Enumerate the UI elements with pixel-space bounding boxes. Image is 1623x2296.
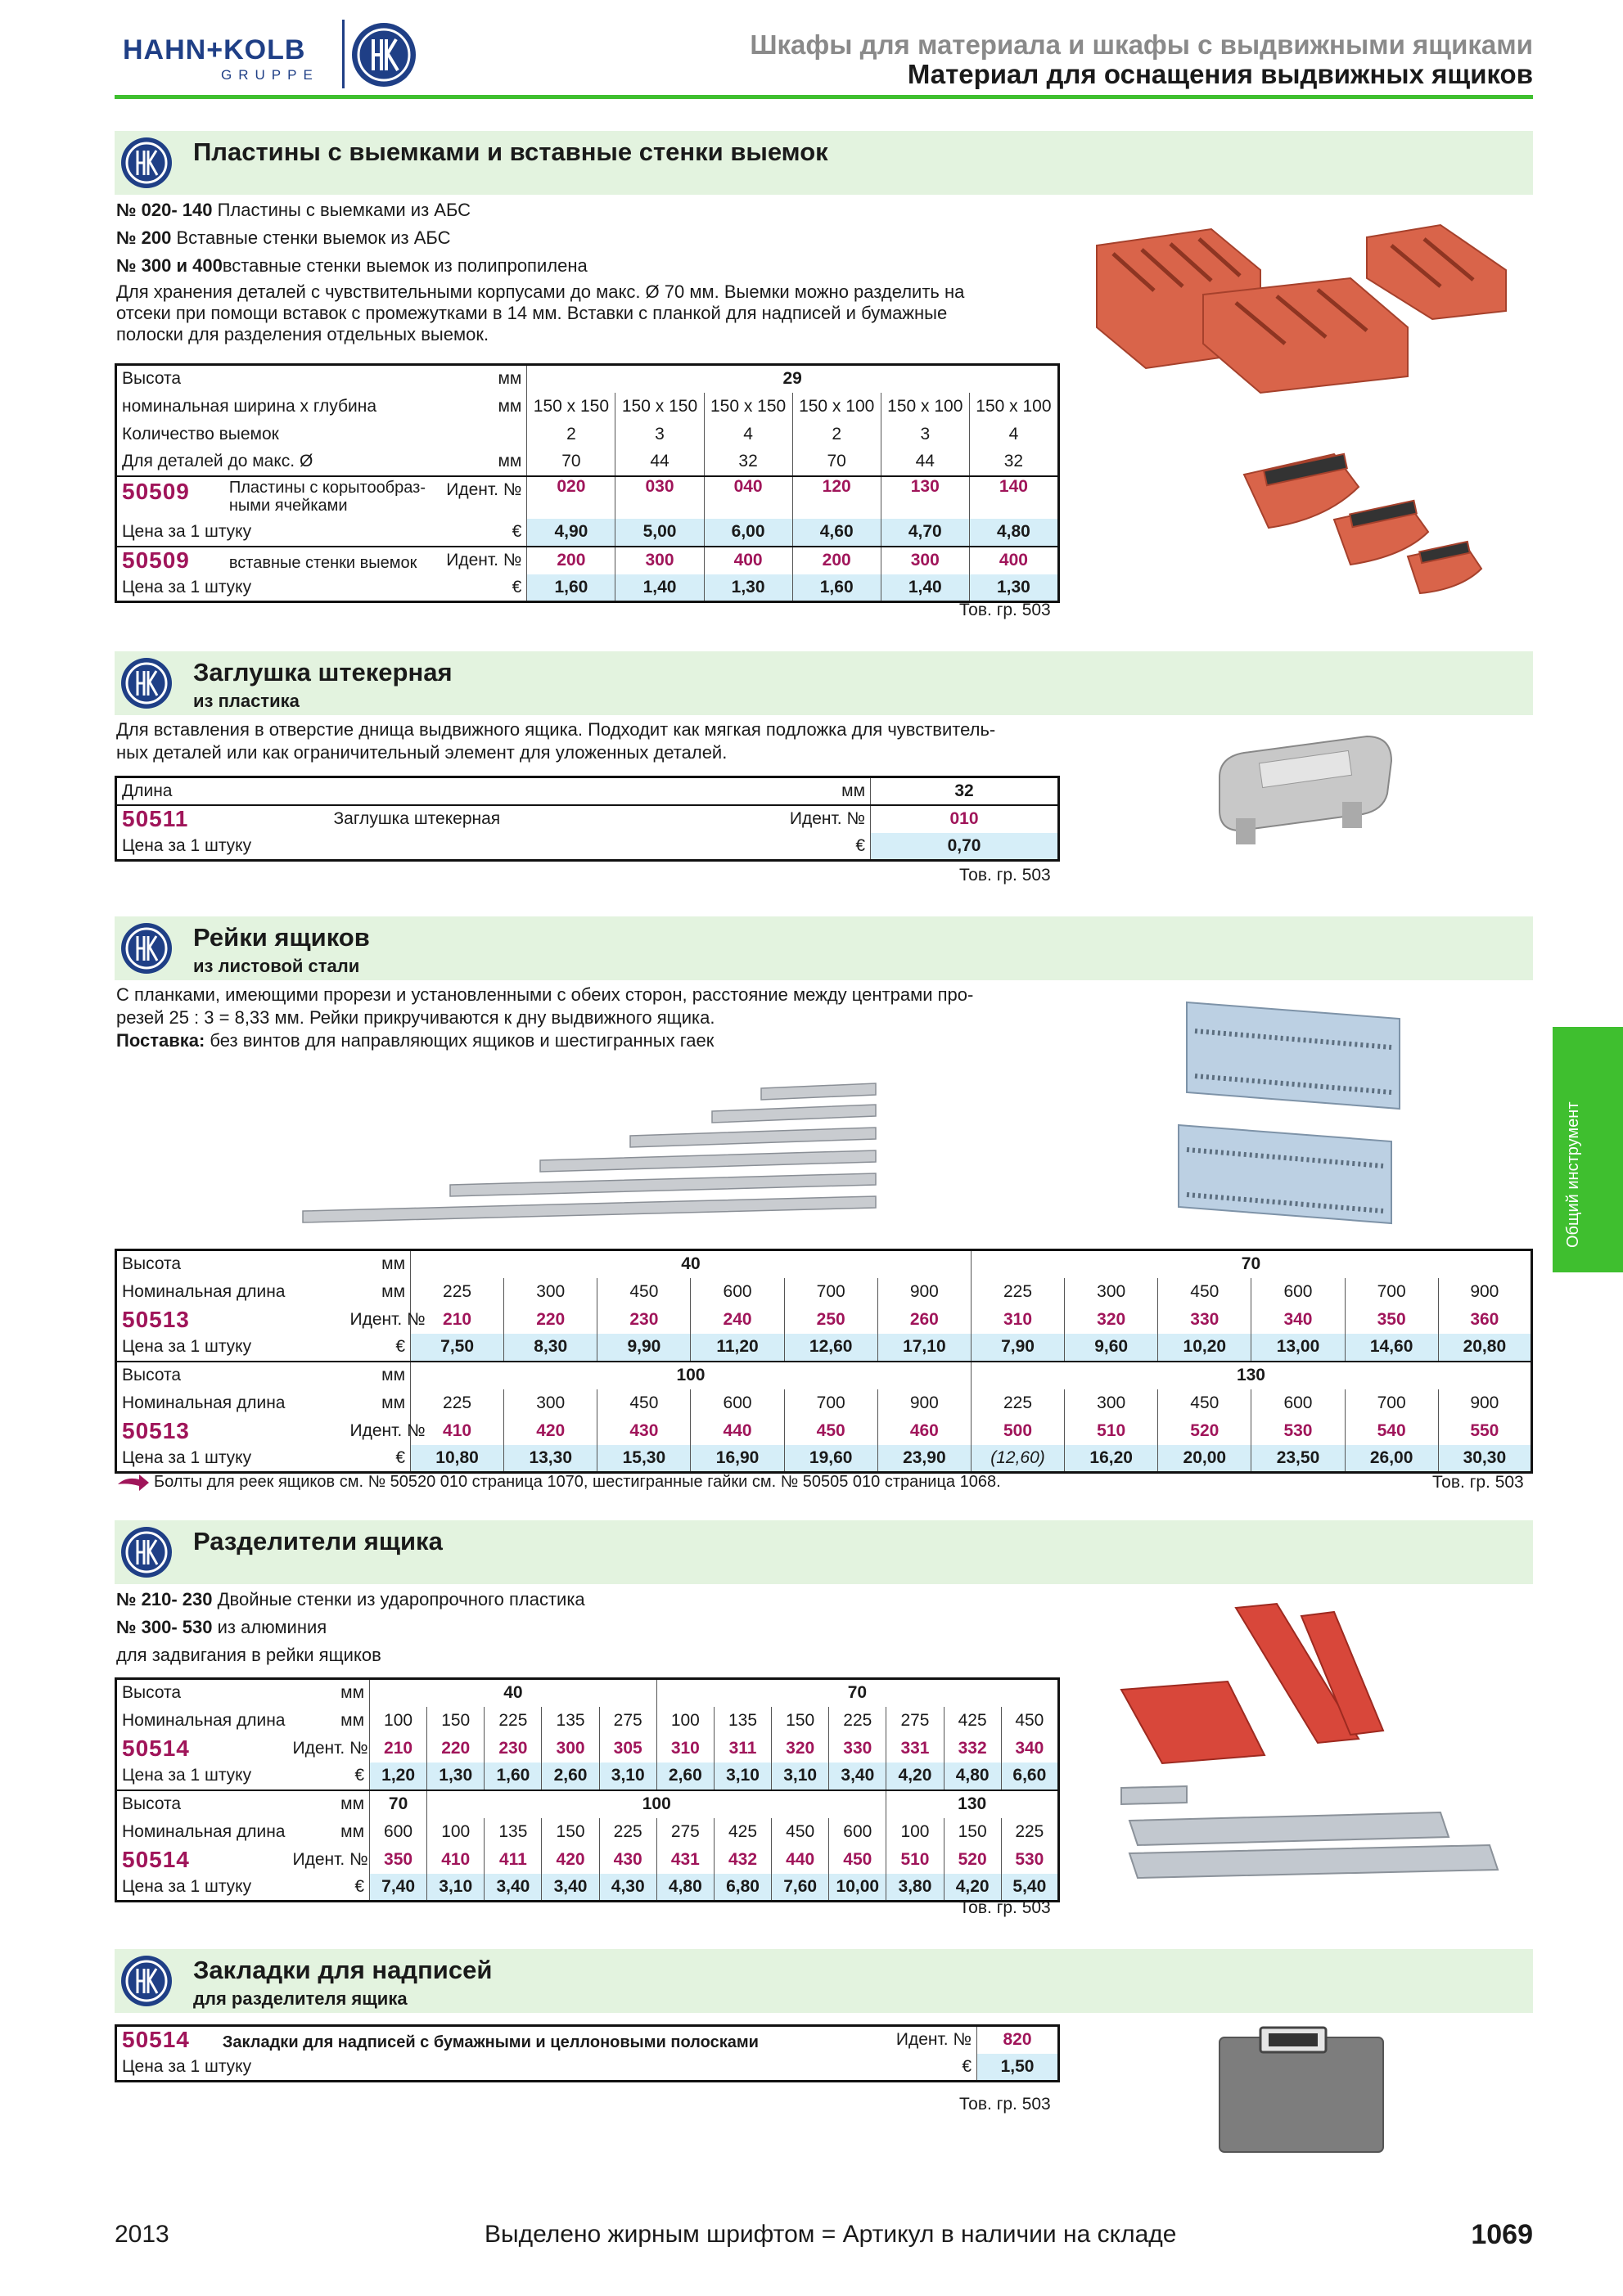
section-header-dividers [115,1520,1533,1584]
footer-note: Выделено жирным шрифтом = Артикул в наличии на складе [485,2221,1177,2248]
header-rule [115,95,1533,99]
hk-section-icon [119,921,174,975]
section-title: Разделители ящика [193,1527,443,1555]
article-number: 50511 [122,806,189,831]
section-header-labels [115,1949,1533,2013]
hk-section-icon [119,1954,174,2008]
article-number: 50509 [122,547,190,573]
brand-name: HAHN+KOLB [123,34,306,65]
dividers-image [1113,1600,1522,1902]
s4-line2: № 300- 530 из алюминия [116,1617,327,1637]
product-group: Тов. гр. 503 [959,866,1051,885]
page-number: 1069 [1471,2219,1533,2250]
section-header-slotted-plates [115,131,1533,195]
slotted-plates-image [1080,221,1522,606]
section-subtitle: для разделителя ящика [193,1988,408,2009]
article-number: 50509 [122,478,190,504]
section-subtitle: из листовой стали [193,956,360,976]
section-title: Заглушка штекерная [193,658,453,687]
section-header-rails [115,916,1533,980]
footer-year: 2013 [115,2221,169,2248]
s2-description: Для вставления в отверстие днища выдвижного ящика. Подходит как мягкая подложка для чувствитель- ных деталей или как ограничительный элемент для уложенных деталей. [116,719,996,763]
s5-table: 50514 Закладки для надписей с бумажными и целлоновыми полосками Идент. № 820 Цена за 1 штуку € 1,50 [115,2024,1060,2082]
header-category: Шкафы для материала и шкафы с выдвижными ящиками [750,29,1533,60]
rails-note: Болты для реек ящиков см. № 50520 010 страница 1070, шестигранные гайки см. № 50505 010 страница 1068. [154,1473,1001,1491]
hk-logo-icon [350,21,417,88]
hk-section-icon [119,1525,174,1579]
section-subtitle: из пластика [193,691,300,711]
brand-logo [123,18,417,92]
product-group: Тов. гр. 503 [959,601,1051,619]
s1-description: Для хранения деталей с чувствительными корпусами до макс. Ø 70 мм. Выемки можно разделить на отсеки при помощи вставок с промежутками в 14 мм. Вставки с планкой для надписей и бумажные полоски для разделения отдельных выемок. [116,281,965,344]
article-number: 50514 [122,2027,190,2053]
article-number: 50513 [122,1306,190,1332]
side-tab-label: Общий инструмент [1564,1101,1582,1248]
section-title: Пластины с выемками и вставные стенки выемок [193,137,828,166]
arrow-right-icon [116,1473,151,1491]
header-subcategory: Материал для оснащения выдвижных ящиков [907,59,1533,89]
logo-divider [342,20,345,88]
s1-line1: № 020- 140 Пластины с выемками из АБС [116,200,471,220]
section-title: Закладки для надписей [193,1956,493,1984]
s4-table: Высота мм 40 70 Номинальная длина мм 100 150 225 135 275 100 135 150 225 275 425 450 50514 Идент. № 210 220 230 300 305 310 311 320 330 331 332 340 Цена за 1 штуку € 1,20 1,30 1,60 2,60 3,10 2,60 3,10 3,10 3,40 4,20 4,80 6,60 Высота мм 70 100 130 Номинальная длина мм 600 100 135 150 225 275 425 450 600 100 150 225 50514 Идент. № 350 410 411 420 430 431 432 440 450 510 520 530 Цена за 1 штуку € 7,40 3,10 3,40 3,40 4,30 4,80 6,80 7,60 10,00 3,80 4,20 5,40 [115,1677,1060,1902]
brand-sub: GRUPPE [221,67,319,83]
rails-image [286,1072,892,1236]
side-tab[interactable] [1553,1027,1623,1272]
s3-description: С планками, имеющими прорези и установленными с обеих сторон, расстояние между центрами про- резей 25 : 3 = 8,33 мм. Рейки прикручиваются к дну выдвижного ящика. Поставка: без винтов для направляющих ящиков и шестигранных гаек [116,984,974,1051]
product-group: Тов. гр. 503 [959,1898,1051,1917]
article-number: 50514 [122,1846,190,1872]
plug-image [1203,728,1400,851]
label-insert-image [1211,2021,1391,2160]
hk-section-icon [119,656,174,710]
s1-table: Высота мм 29 номинальная ширина x глубина мм 150 x 150 150 x 150 150 x 150 150 x 100 150 x 100 150 x 100 Количество выемок 2 3 4 2 3 4 Для деталей до макс. Ø мм 70 44 32 70 44 32 50509 Пластины с корытообраз- ными ячейками Идент. № 020 030 040 120 130 140 Цена за 1 штуку € 4,90 5,00 6,00 4,60 4,70 4,80 50509 вставные стенки выемок Идент. № 200 300 400 200 300 400 Цена за 1 штуку € 1,60 1,40 1,30 1,60 1,40 1,30 [115,363,1060,603]
s4-line1: № 210- 230 Двойные стенки из ударопрочного пластика [116,1589,585,1609]
section-header-plug [115,651,1533,715]
rails-mounted-image [1170,994,1416,1231]
s1-line3: № 300 и 400вставные стенки выемок из полипропилена [116,255,588,276]
article-number: 50513 [122,1417,190,1443]
s2-table: Длина мм 32 50511 Заглушка штекерная Идент. № 010 Цена за 1 штуку € 0,70 [115,776,1060,862]
product-group: Тов. гр. 503 [959,2095,1051,2114]
hk-section-icon [119,136,174,190]
s4-line3: для задвигания в рейки ящиков [116,1645,381,1665]
s3-table: Высота мм 40 70 Номинальная длина мм 225 300 450 600 700 900 225 300 450 600 700 900 50513 Идент. № 210 220 230 240 250 260 310 320 330 340 350 360 Цена за 1 штуку € 7,50 8,30 9,90 11,20 12,60 17,10 7,90 9,60 10,20 13,00 14,60 20,80 Высота мм 100 130 Номинальная длина мм 225 300 450 600 700 900 225 300 450 600 700 900 50513 Идент. № 410 420 430 440 450 460 500 510 520 530 540 550 Цена за 1 штуку € 10,80 13,30 15,30 16,90 19,60 23,90 (12,60) 16,20 20,00 23,50 26,00 30,30 [115,1249,1533,1474]
article-number: 50514 [122,1735,190,1761]
product-group: Тов. гр. 503 [1432,1473,1524,1492]
section-title: Рейки ящиков [193,923,370,952]
s1-line2: № 200 Вставные стенки выемок из АБС [116,227,451,248]
